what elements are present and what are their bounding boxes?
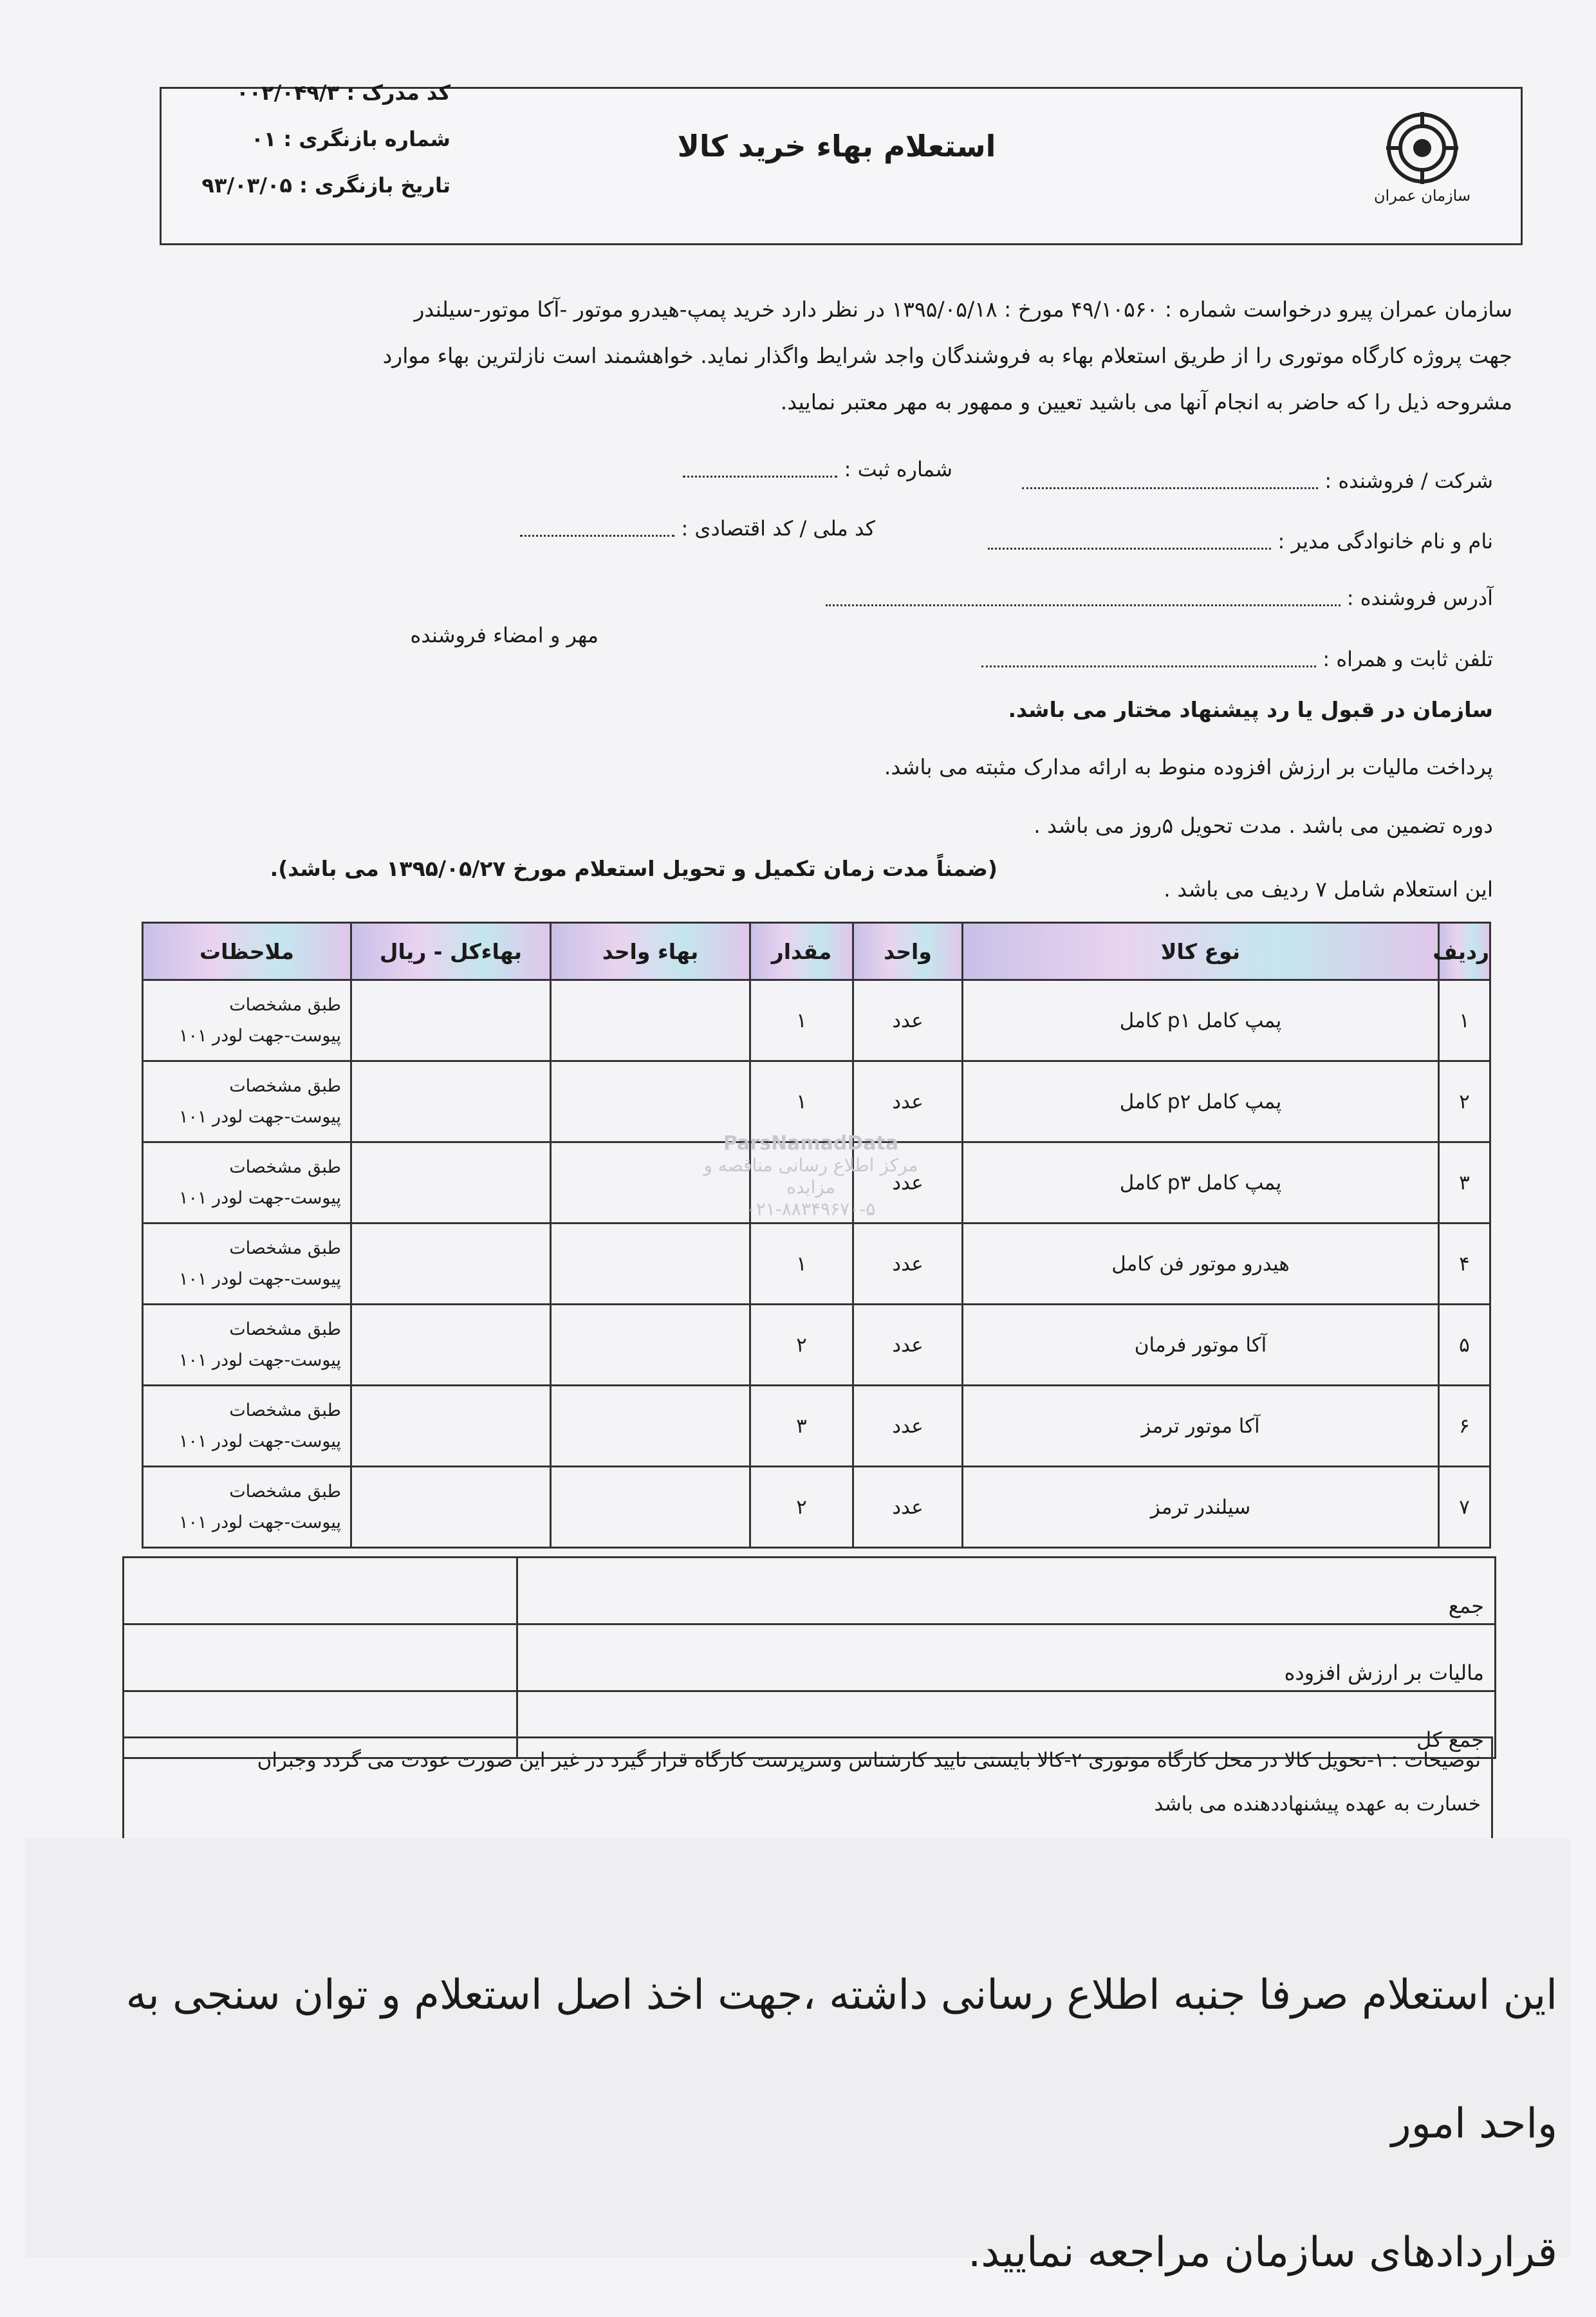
- doc-code-row: [180, 70, 450, 116]
- remark-line: طبق مشخصات: [229, 1075, 341, 1096]
- phone-field: [981, 647, 1493, 671]
- totals-table: [122, 1556, 1496, 1759]
- revision-row: [180, 116, 450, 162]
- col-header-unit-price: بهاء واحد: [551, 923, 750, 980]
- total-price-cell[interactable]: [351, 980, 551, 1061]
- document-title: استعلام بهاء خرید کالا: [677, 129, 996, 163]
- address-input-line[interactable]: [826, 593, 1341, 606]
- watermark-phone: ۰۲۱-۸۸۳۴۹۶۷۰-۵: [746, 1198, 876, 1220]
- manager-field: [988, 529, 1493, 554]
- col-header-item: نوع کالا: [963, 923, 1439, 980]
- item-remark: [143, 980, 351, 1061]
- rows-count-clause: این استعلام شامل ۷ ردیف می باشد .: [1164, 877, 1493, 902]
- table-row: [143, 1224, 1490, 1305]
- national-code-label: کد ملی / کد اقتصادی :: [681, 516, 875, 541]
- revision-date-value: ۹۳/۰۳/۰۵: [201, 173, 292, 198]
- row-number: ۶: [1439, 1386, 1490, 1467]
- item-name: هیدرو موتور فن کامل: [963, 1224, 1439, 1305]
- company-label: شرکت / فروشنده :: [1324, 469, 1493, 493]
- item-unit: عدد: [853, 1142, 963, 1224]
- col-header-unit: واحد: [853, 923, 963, 980]
- remark-line: پیوست-جهت لودر ۱۰۱: [178, 1187, 341, 1208]
- info-overlay-text: [51, 1931, 1557, 2317]
- unit-price-cell[interactable]: [551, 1224, 750, 1305]
- doc-code-value: ۰۰۲/۰۴۹/۳: [236, 80, 340, 105]
- col-header-qty: مقدار: [750, 923, 853, 980]
- intro-line: مشروحه ذیل را که حاضر به انجام آنها می باشید تعیین و ممهور به مهر معتبر نمایید.: [780, 389, 1512, 414]
- row-number: ۱: [1439, 980, 1490, 1061]
- revision-value: ۰۱: [251, 127, 277, 151]
- unit-price-cell[interactable]: [551, 1386, 750, 1467]
- company-input-line[interactable]: [1022, 476, 1318, 489]
- item-qty: ۱: [750, 1224, 853, 1305]
- item-remark: [143, 1386, 351, 1467]
- remark-line: طبق مشخصات: [229, 1481, 341, 1502]
- unit-price-cell[interactable]: [551, 1305, 750, 1386]
- total-price-cell[interactable]: [351, 1467, 551, 1548]
- revision-date-row: [180, 162, 450, 209]
- remark-line: پیوست-جهت لودر ۱۰۱: [178, 1106, 341, 1127]
- remark-line: طبق مشخصات: [229, 1319, 341, 1339]
- company-field: [1022, 469, 1493, 493]
- vat-clause: پرداخت مالیات بر ارزش افزوده منوط به ارائه مدارک مثبته می باشد.: [884, 754, 1493, 779]
- row-number: ۲: [1439, 1061, 1490, 1142]
- watermark-caption: مرکز اطلاع رسانی مناقصه و مزایده: [703, 1155, 918, 1198]
- table-row: [143, 980, 1490, 1061]
- deadline-clause: (ضمناً مدت زمان تکمیل و تحویل استعلام مورخ ۱۳۹۵/۰۵/۲۷ می باشد).: [270, 856, 998, 881]
- item-remark: [143, 1467, 351, 1548]
- manager-input-line[interactable]: [988, 536, 1271, 550]
- address-label: آدرس فروشنده :: [1346, 586, 1493, 610]
- sum-value-cell[interactable]: [124, 1558, 517, 1624]
- item-remark: [143, 1305, 351, 1386]
- watermark-brand: ParsNamadData: [723, 1132, 899, 1155]
- remark-line: پیوست-جهت لودر ۱۰۱: [178, 1431, 341, 1451]
- remark-line: پیوست-جهت لودر ۱۰۱: [178, 1269, 341, 1289]
- unit-price-cell[interactable]: [551, 980, 750, 1061]
- phone-label: تلفن ثابت و همراه :: [1322, 647, 1493, 671]
- remark-line: طبق مشخصات: [229, 1238, 341, 1258]
- unit-price-cell[interactable]: [551, 1061, 750, 1142]
- item-remark: [143, 1142, 351, 1224]
- national-code-input-line[interactable]: [520, 523, 674, 537]
- item-qty: ۱: [750, 980, 853, 1061]
- address-field: [826, 586, 1493, 610]
- item-unit: عدد: [853, 1305, 963, 1386]
- item-qty: ۳: [750, 1386, 853, 1467]
- notes-box: [122, 1736, 1493, 1849]
- notes-line: توضیحات : ۱-تحویل کالا در محل کارگاه موتوری ۲-کالا بایستی تایید کارشناس وسرپرست کارگاه قرار گیرد در غیر این صورت عودت می گردد وجبران: [257, 1749, 1481, 1772]
- table-header-row: [143, 923, 1490, 980]
- total-price-cell[interactable]: [351, 1142, 551, 1224]
- remark-line: طبق مشخصات: [229, 1400, 341, 1420]
- vat-value-cell[interactable]: [124, 1624, 517, 1691]
- watermark: [689, 1133, 933, 1220]
- item-remark: [143, 1224, 351, 1305]
- item-unit: عدد: [853, 1061, 963, 1142]
- total-price-cell[interactable]: [351, 1386, 551, 1467]
- totals-row-sum: [124, 1558, 1496, 1624]
- table-row: [143, 1386, 1490, 1467]
- item-unit: عدد: [853, 980, 963, 1061]
- document-meta: [180, 70, 450, 209]
- manager-label: نام و نام خانوادگی مدیر :: [1277, 529, 1493, 554]
- item-name: پمپ کامل p۳ کامل: [963, 1142, 1439, 1224]
- logo-caption: سازمان عمران: [1373, 187, 1471, 205]
- intro-line: جهت پروژه کارگاه موتوری را از طریق استعلام بهاء به فروشندگان واجد شرایط واگذار نماید. خواهشمند است نازلترین بهاء موارد: [382, 343, 1512, 368]
- notes-line: خسارت به عهده پیشنهاددهنده می باشد: [1154, 1792, 1481, 1816]
- reg-no-input-line[interactable]: [683, 464, 837, 478]
- item-name: آکا موتور ترمز: [963, 1386, 1439, 1467]
- total-price-cell[interactable]: [351, 1305, 551, 1386]
- col-header-row-no: ردیف: [1439, 923, 1490, 980]
- item-unit: عدد: [853, 1467, 963, 1548]
- row-number: ۷: [1439, 1467, 1490, 1548]
- warranty-delivery-clause: دوره تضمین می باشد . مدت تحویل ۵روز می باشد .: [1034, 813, 1493, 838]
- remark-line: پیوست-جهت لودر ۱۰۱: [178, 1512, 341, 1532]
- unit-price-cell[interactable]: [551, 1467, 750, 1548]
- row-number: ۵: [1439, 1305, 1490, 1386]
- overlay-line: قراردادهای سازمان مراجعه نمایید.: [967, 2229, 1557, 2276]
- vat-label: مالیات بر ارزش افزوده: [517, 1624, 1496, 1691]
- grand-total-label: جمع کل: [517, 1691, 1496, 1758]
- overlay-line: این استعلام صرفا جنبه اطلاع رسانی داشته ،جهت اخذ اصل استعلام و توان سنجی به واحد امور: [125, 1971, 1557, 2148]
- item-name: سیلندر ترمز: [963, 1467, 1439, 1548]
- revision-label: شماره بازنگری :: [283, 127, 450, 151]
- table-row: [143, 1305, 1490, 1386]
- item-unit: عدد: [853, 1224, 963, 1305]
- item-name: پمپ کامل p۱ کامل: [963, 980, 1439, 1061]
- revision-date-label: تاریخ بازنگری :: [299, 173, 450, 198]
- item-name: پمپ کامل p۲ کامل: [963, 1061, 1439, 1142]
- item-qty: ۲: [750, 1305, 853, 1386]
- total-price-cell[interactable]: [351, 1224, 551, 1305]
- intro-line: سازمان عمران پیرو درخواست شماره : ۴۹/۱۰۵۶۰ مورخ : ۱۳۹۵/۰۵/۱۸ در نظر دارد خرید پمپ-هیدرو موتور -آکا موتور-سیلندر: [414, 297, 1512, 322]
- remark-line: پیوست-جهت لودر ۱۰۱: [178, 1350, 341, 1370]
- reg-no-field: [683, 457, 952, 481]
- table-row: [143, 1467, 1490, 1548]
- remark-line: طبق مشخصات: [229, 994, 341, 1015]
- total-price-cell[interactable]: [351, 1061, 551, 1142]
- remark-line: پیوست-جهت لودر ۱۰۱: [178, 1025, 341, 1046]
- remark-line: طبق مشخصات: [229, 1157, 341, 1177]
- row-number: ۴: [1439, 1224, 1490, 1305]
- table-row: [143, 1061, 1490, 1142]
- totals-row-vat: [124, 1624, 1496, 1691]
- item-qty: ۱: [750, 1061, 853, 1142]
- item-name: آکا موتور فرمان: [963, 1305, 1439, 1386]
- sum-label: جمع: [517, 1558, 1496, 1624]
- col-header-total-price: بهاءکل - ریال: [351, 923, 551, 980]
- intro-paragraph: [148, 286, 1512, 425]
- national-code-field: [520, 516, 875, 541]
- items-table: [142, 922, 1491, 1549]
- doc-code-label: کد مدرک :: [346, 80, 450, 105]
- phone-input-line[interactable]: [981, 654, 1316, 667]
- item-qty: ۲: [750, 1467, 853, 1548]
- item-remark: [143, 1061, 351, 1142]
- item-unit: عدد: [853, 1386, 963, 1467]
- acceptance-clause: سازمان در قبول یا رد پیشنهاد مختار می باشد.: [1008, 697, 1493, 722]
- row-number: ۳: [1439, 1142, 1490, 1224]
- reg-no-label: شماره ثبت :: [844, 457, 952, 481]
- col-header-remarks: ملاحظات: [143, 923, 351, 980]
- seal-signature-label: مهر و امضاء فروشنده: [410, 623, 598, 647]
